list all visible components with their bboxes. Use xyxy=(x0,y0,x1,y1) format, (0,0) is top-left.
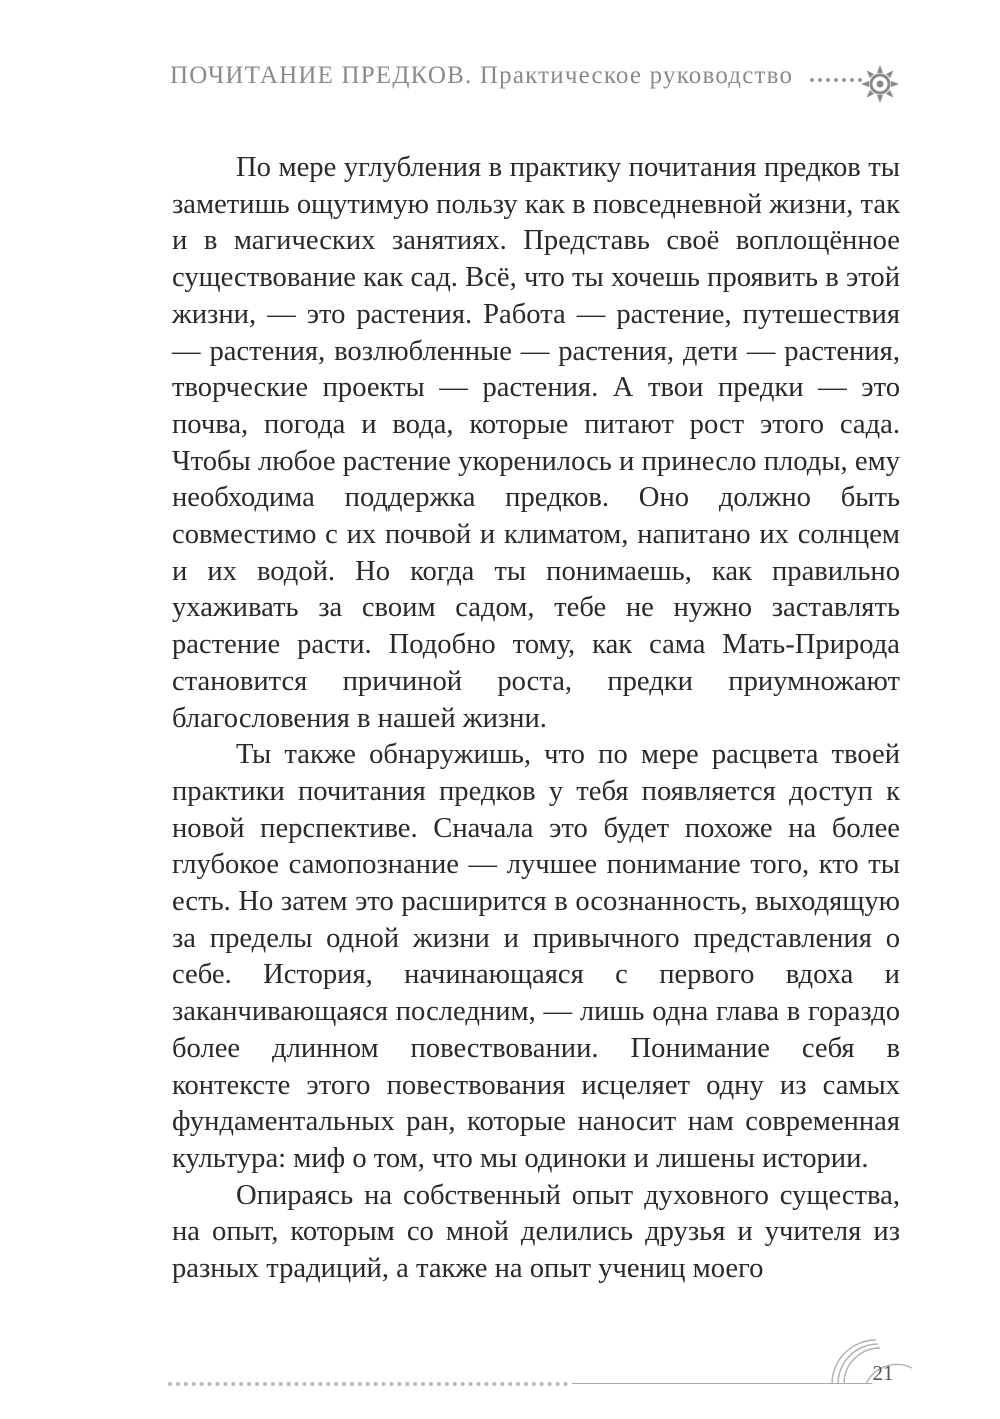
paragraph: По мере углубления в практику почитания предков ты заметишь ощутимую пользу как в повседневной жизни, так и в магических занятиях. Представь своё воплощённое существование как сад. Всё, что ты хочешь проявить в этой жизни, — это растения. Работа — растение, путешествия — растения, возлюбленные — растения, дети — растения, творческие проекты — растения. А твои предки — это почва, погода и вода, которые питают рост этого сада. Чтобы любое растение укоренилось и принесло плоды, ему необходима поддержка предков. Оно должно быть совместимо с их почвой и климатом, напитано их солнцем и их водой. Но когда ты понимаешь, как правильно ухаживать за своим садом, тебе не нужно заставлять растение расти. Подобно тому, как сама Мать-Природа становится причиной роста, предки приумножают благословения в нашей жизни. xyxy=(172,152,900,734)
running-header xyxy=(170,62,910,106)
paragraph: Опираясь на собственный опыт духовного существа, на опыт, которым со мной делились друзья и учителя из разных традиций, а также на опыт учениц моего xyxy=(172,1179,900,1285)
paragraph: Ты также обнаружишь, что по мере расцвета твоей практики почитания предков у тебя появляется доступ к новой перспективе. Сначала это будет похоже на более глубокое самопознание — лучшее понимание того, кто ты есть. Но затем это расширится в осознанность, выходящую за пределы одной жизни и привычного представления о себе. История, начинающаяся с первого вдоха и заканчивающаяся последним, — лишь одна глава в гораздо более длинном повествовании. Понимание себя в контексте этого повествования исцеляет одну из самых фундаментальных ран, которые наносит нам современная культура: миф о том, что мы одиноки и лишены истории. xyxy=(172,739,900,1174)
header-dotted-rule xyxy=(810,78,862,82)
footer-dotted-rule xyxy=(168,1382,568,1386)
running-header-title: ПОЧИТАНИЕ ПРЕДКОВ. Практическое руководство xyxy=(170,62,794,89)
sun-icon xyxy=(860,64,900,104)
body-text xyxy=(172,150,900,1288)
page-number: 21 xyxy=(872,1361,894,1385)
